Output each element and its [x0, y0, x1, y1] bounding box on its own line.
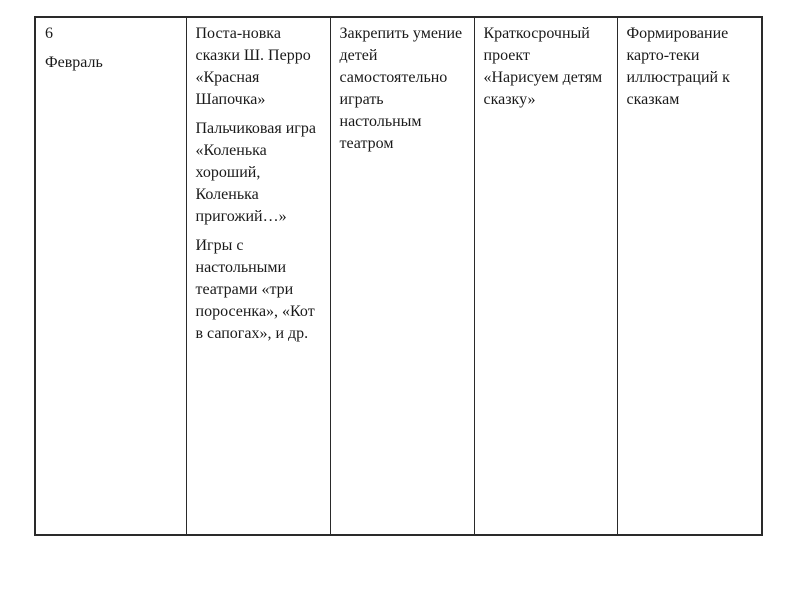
cell-paragraph: Пальчиковая игра «Коленька хороший, Коленька пригожий…»: [195, 120, 316, 225]
cell-paragraph: Формирование карто-теки иллюстраций к сказкам: [626, 25, 730, 108]
cell-paragraph: Февраль: [45, 54, 103, 71]
cell-paragraph: 6: [45, 25, 53, 42]
table-cell-result: [617, 17, 762, 535]
schedule-table: [34, 16, 763, 536]
table-cell-date: [35, 17, 186, 535]
table-cell-activities: [186, 17, 330, 535]
cell-paragraph: Краткосрочный проект «Нарисуем детям сказку»: [483, 25, 603, 108]
cell-paragraph: Игры с настольными театрами «три поросенка», «Кот в сапогах», и др.: [195, 237, 315, 342]
table-cell-goal: [330, 17, 474, 535]
table-row: [35, 17, 762, 535]
table-cell-project: [474, 17, 617, 535]
cell-paragraph: Поста-новка сказки Ш. Перро «Красная Шапочка»: [195, 25, 311, 108]
cell-paragraph: Закрепить умение детей самостоятельно играть настольным театром: [339, 25, 463, 152]
